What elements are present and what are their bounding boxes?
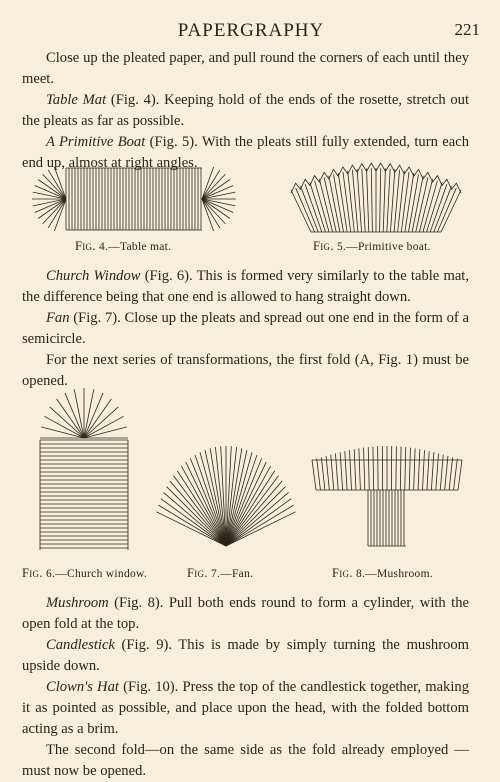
paragraph: Close up the pleated paper, and pull round the corners of each until they meet. xyxy=(22,48,469,90)
fig-ref: (Fig. 4). xyxy=(106,92,159,108)
church-window-illustration xyxy=(32,380,136,558)
text-block-2 xyxy=(22,266,469,392)
paragraph-church-window: Church Window (Fig. 6). This is formed very similarly to the table mat, the difference being that one end is allowed to hang straight down. xyxy=(22,266,469,308)
figure-caption-8: Fig. 8.—Mushroom. xyxy=(332,566,433,581)
figure-caption-4: Fig. 4.—Table mat. xyxy=(75,239,171,254)
text-block-3 xyxy=(22,593,469,782)
figure-caption-5: Fig. 5.—Primitive boat. xyxy=(313,239,431,254)
heading-candlestick: Candlestick xyxy=(46,637,115,653)
primitive-boat-illustration xyxy=(285,150,467,238)
figure-caption-7: Fig. 7.—Fan. xyxy=(187,566,253,581)
paragraph-candlestick: Candlestick (Fig. 9). This is made by simply turning the mushroom upside down. xyxy=(22,635,469,677)
paragraph-primitive-boat: A Primitive Boat (Fig. 5). With the pleats still fully extended, turn each end up, almost at right angles. xyxy=(22,132,469,174)
heading-mushroom: Mushroom xyxy=(46,595,109,611)
heading-table-mat: Table Mat xyxy=(46,92,106,108)
paragraph-clowns-hat: Clown's Hat (Fig. 10). Press the top of the candlestick together, making it as pointed as possible, and place upon the head, with the folded bottom acting as a brim. xyxy=(22,677,469,740)
heading-church-window: Church Window xyxy=(46,268,140,284)
fan-illustration xyxy=(150,438,302,550)
figure-caption-6: Fig. 6.—Church window. xyxy=(22,566,147,581)
mushroom-illustration xyxy=(306,438,468,550)
heading-primitive-boat: A Primitive Boat xyxy=(46,134,145,150)
page-header xyxy=(22,20,480,44)
page-number: 221 xyxy=(455,20,481,40)
paragraph-fan: Fan (Fig. 7). Close up the pleats and spread out one end in the form of a semicircle. xyxy=(22,308,469,350)
table-mat-illustration xyxy=(28,160,240,238)
paragraph-table-mat: Table Mat (Fig. 4). Keeping hold of the ends of the rosette, stretch out the pleats as far as possible. xyxy=(22,90,469,132)
running-title: PAPERGRAPHY xyxy=(22,20,480,42)
fig-ref: (Fig. 5). xyxy=(145,134,198,150)
paragraph: The second fold—on the same side as the fold already employed —must now be opened. xyxy=(22,740,469,782)
paragraph-mushroom: Mushroom (Fig. 8). Pull both ends round to form a cylinder, with the open fold at the top. xyxy=(22,593,469,635)
heading-clowns-hat: Clown's Hat xyxy=(46,679,119,695)
heading-fan: Fan xyxy=(46,310,70,326)
paragraph: For the next series of transformations, the first fold (A, Fig. 1) must be opened. xyxy=(22,350,469,392)
